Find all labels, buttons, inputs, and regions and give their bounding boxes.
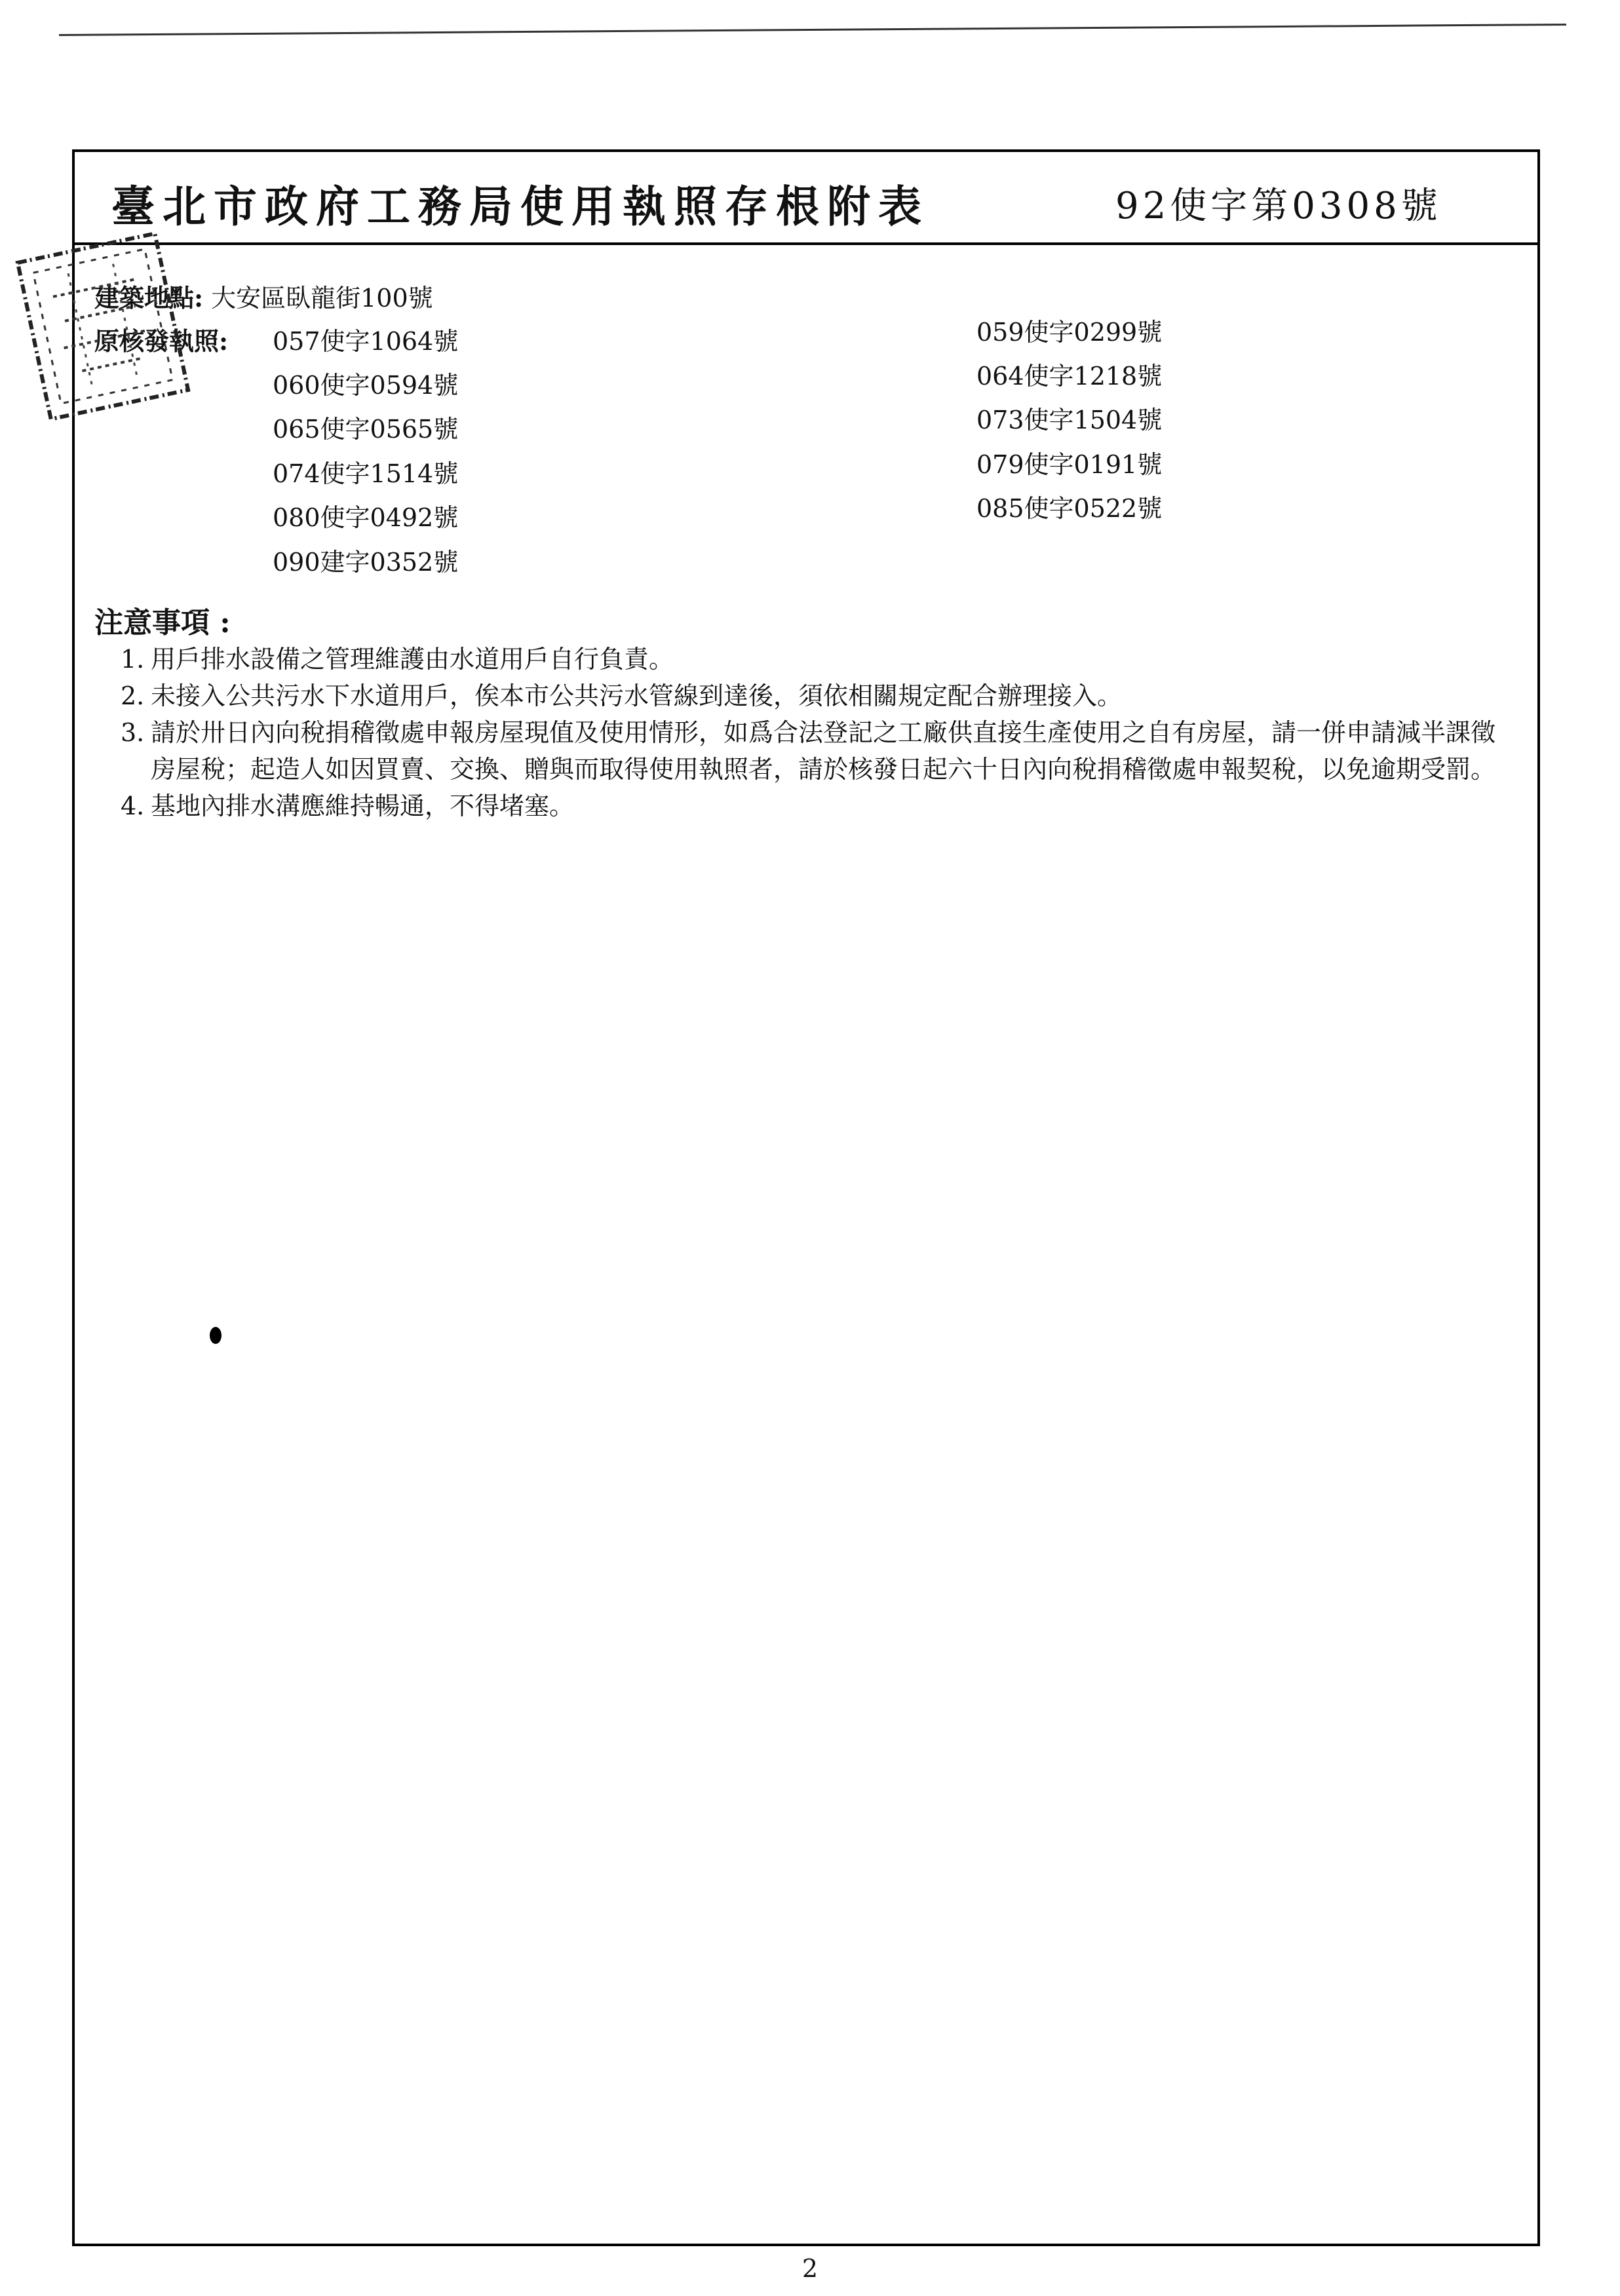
page-number: 2: [801, 2254, 819, 2283]
note-item-4: [121, 788, 1503, 824]
note-text: 未接入公共污水下水道用戶，俟本市公共污水管線到達後，須依相關規定配合辦理接入。: [151, 681, 1123, 710]
form-frame: [72, 149, 1540, 2246]
location-row: [94, 278, 433, 314]
note-text: 用戶排水設備之管理維護由水道用戶自行負責。: [151, 645, 674, 674]
notes-heading: 注意事項 :: [94, 606, 231, 640]
license-entry-left-6: 090建字0352號: [273, 548, 459, 577]
note-number: 3.: [121, 718, 145, 747]
note-item-3: [121, 714, 1503, 788]
note-item-2: [121, 678, 1503, 714]
permit-number: 92使字第0308號: [1115, 185, 1442, 227]
license-entry-right-2: 064使字1218號: [976, 362, 1163, 391]
note-text: 請於卅日內向稅捐稽徵處申報房屋現值及使用情形，如爲合法登記之工廠供直接生產使用之自有房屋，請一併申請減半課徵房屋稅；起造人如因買賣、交換、贈與而取得使用執照者，請於核發日起六十日內向稅捐稽徵處申報契稅，以免逾期受罰。: [151, 718, 1496, 784]
scan-edge-line: [59, 24, 1566, 36]
location-label: 建築地點:: [94, 283, 204, 313]
note-number: 4.: [121, 792, 145, 820]
document-title: 臺北市政府工務局使用執照存根附表: [111, 181, 929, 232]
license-entry-right-1: 059使字0299號: [976, 318, 1163, 347]
original-license-label: 原核發執照:: [94, 326, 229, 356]
header-row: [75, 152, 1537, 245]
license-entry-right-5: 085使字0522號: [976, 494, 1163, 523]
note-item-1: [121, 641, 1503, 678]
license-entry-left-1: 057使字1064號: [273, 327, 459, 356]
location-value: 大安區臥龍街100號: [211, 284, 433, 313]
note-number: 2.: [121, 681, 145, 710]
notes-list: [121, 641, 1503, 824]
note-number: 1.: [121, 645, 145, 674]
ink-blot: [210, 1327, 222, 1344]
license-entry-left-2: 060使字0594號: [273, 371, 459, 400]
license-entry-right-3: 073使字1504號: [976, 406, 1163, 434]
original-license-row: [94, 321, 228, 357]
license-entry-left-4: 074使字1514號: [273, 459, 459, 488]
license-entry-left-5: 080使字0492號: [273, 503, 459, 532]
note-text: 基地內排水溝應維持暢通，不得堵塞。: [151, 792, 575, 820]
license-entry-left-3: 065使字0565號: [273, 415, 459, 444]
license-entry-right-4: 079使字0191號: [976, 450, 1163, 479]
